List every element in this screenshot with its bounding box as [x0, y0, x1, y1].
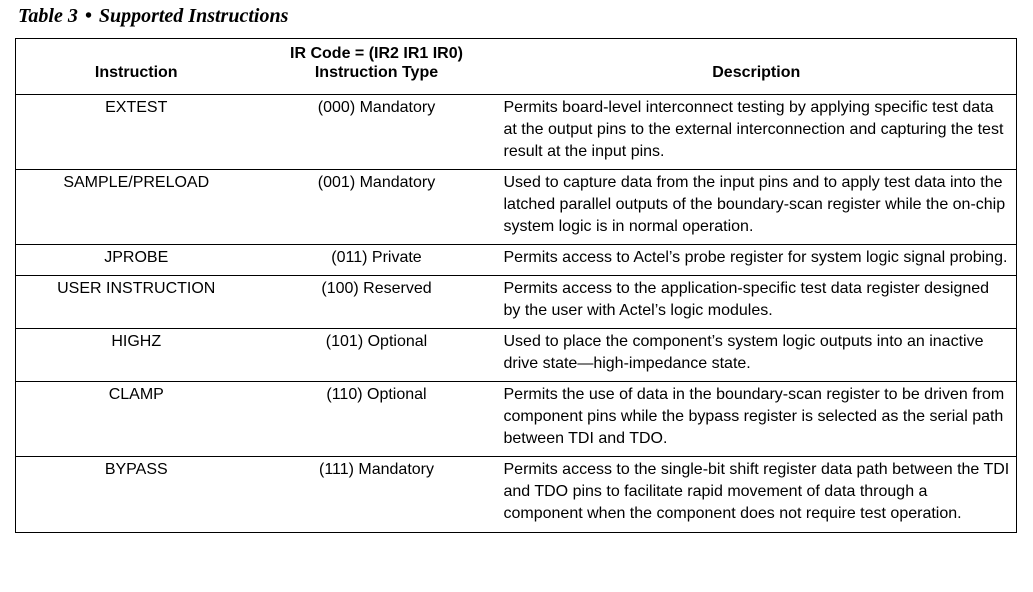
caption-separator: •	[84, 5, 92, 27]
instruction-cell: EXTEST	[16, 95, 257, 170]
description-cell: Permits access to Actel’s probe register for system logic signal probing.	[497, 245, 1017, 276]
header-instruction: Instruction	[16, 39, 257, 95]
table-row	[16, 245, 1017, 276]
instruction-cell: JPROBE	[16, 245, 257, 276]
description-cell: Permits access to the application-specific test data register designed by the user with Actel’s logic modules.	[497, 276, 1017, 329]
table-number: Table 3	[18, 5, 78, 27]
header-ir-code: IR Code = (IR2 IR1 IR0)	[290, 45, 463, 62]
instruction-cell: USER INSTRUCTION	[16, 276, 257, 329]
type-cell: (000) Mandatory	[257, 95, 497, 170]
table-row	[16, 170, 1017, 245]
type-cell: (110) Optional	[257, 382, 497, 457]
description-cell: Permits the use of data in the boundary-scan register to be driven from component pins while the bypass register is selected as the serial path between TDI and TDO.	[497, 382, 1017, 457]
instruction-cell: BYPASS	[104, 461, 168, 478]
table-row	[16, 382, 1017, 457]
instruction-cell: SAMPLE/PRELOAD	[16, 170, 257, 245]
instructions-table	[15, 38, 1017, 533]
type-cell: (001) Mandatory	[257, 170, 497, 245]
header-description: Description	[497, 39, 1017, 95]
table-row	[16, 95, 1017, 170]
table-row	[16, 329, 1017, 382]
type-cell: (111) Mandatory	[318, 461, 434, 478]
header-instruction-type	[257, 39, 497, 95]
type-cell: (101) Optional	[257, 329, 497, 382]
table-title: Supported Instructions	[98, 5, 289, 27]
description-cell: Used to place the component’s system logic outputs into an inactive drive state—high-impedance state.	[497, 329, 1017, 382]
instruction-cell: HIGHZ	[16, 329, 257, 382]
table-row	[16, 457, 1017, 533]
type-cell: (100) Reserved	[257, 276, 497, 329]
table-caption	[18, 4, 288, 28]
table-header-row	[16, 39, 1017, 95]
header-type-label: Instruction Type	[314, 64, 439, 81]
description-cell: Permits access to the single-bit shift register data path between the TDI and TDO pins to facilitate rapid movement of data through a component when the component does not require test operation.	[503, 461, 1010, 522]
type-cell: (011) Private	[257, 245, 497, 276]
description-cell: Used to capture data from the input pins and to apply test data into the latched parallel outputs of the boundary-scan register while the on-chip system logic is in normal operation.	[497, 170, 1017, 245]
table-row	[16, 276, 1017, 329]
description-cell: Permits board-level interconnect testing by applying specific test data at the output pins to the external interconnection and capturing the test result at the input pins.	[497, 95, 1017, 170]
instruction-cell: CLAMP	[16, 382, 257, 457]
